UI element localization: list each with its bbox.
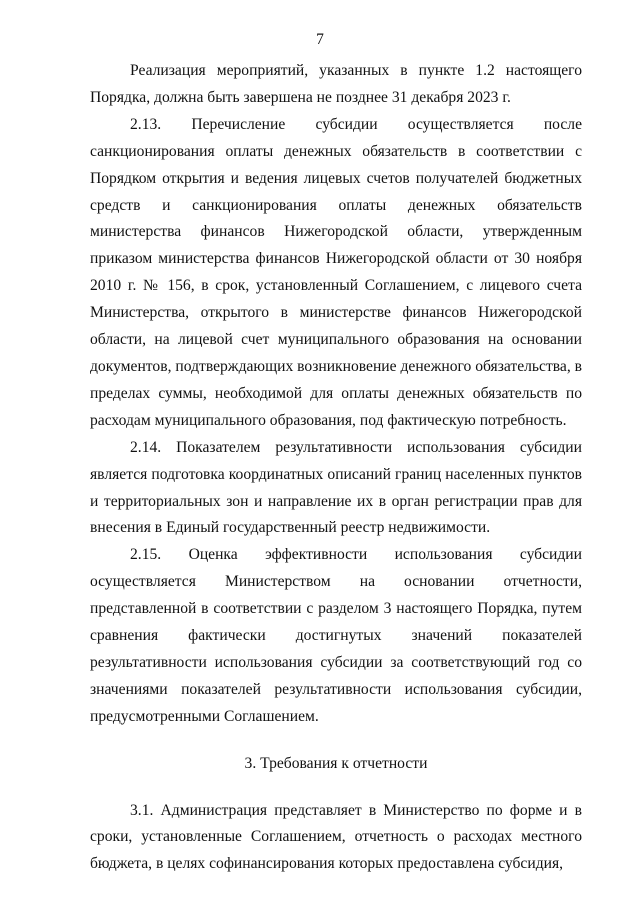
paragraph-2-13: 2.13. Перечисление субсидии осуществляется после санкционирования оплаты денежных обязательств в соответствии с Порядком открытия и ведения лицевых счетов получателей бюджетных средств и санкционирования оплаты денежных обязательств министерства финансов Нижегородской области, утвержденным приказом министерства финансов Нижегородской области от 30 ноября 2010 г. № 156, в срок, установленный Соглашением, с лицевого счета Министерства, открытого в министерстве финансов Нижегородской области, на лицевой счет муниципального образования на основании документов, подтверждающих возникновение денежного обязательства, в пределах суммы, необходимой для оплаты денежных обязательств по расходам муниципального образования, под фактическую потребность. bbox=[90, 115, 582, 429]
paragraph-deadline: Реализация мероприятий, указанных в пункте 1.2 настоящего Порядка, должна быть завершена не позднее 31 декабря 2023 г. bbox=[90, 62, 582, 106]
page-number: 7 bbox=[316, 31, 324, 48]
document-body bbox=[90, 58, 582, 878]
paragraph-2-14: 2.14. Показателем результативности использования субсидии является подготовка координатных описаний границ населенных пунктов и территориальных зон и направление их в орган регистрации прав для внесения в Единый государственный реестр недвижимости. bbox=[90, 438, 582, 537]
section-heading-reporting: 3. Требования к отчетности bbox=[244, 754, 428, 772]
paragraph-3-1: 3.1. Администрация представляет в Министерство по форме и в сроки, установленные Соглашением, отчетность о расходах местного бюджета, в целях софинансирования которых предоставлена субсидия, bbox=[90, 801, 582, 873]
paragraph-2-15: 2.15. Оценка эффективности использования субсидии осуществляется Министерством на основании отчетности, представленной в соответствии с разделом 3 настоящего Порядка, путем сравнения фактически достигнутых значений показателей результативности использования субсидии за соответствующий год со значениями показателей результативности использования субсидии, предусмотренными Соглашением. bbox=[90, 546, 582, 725]
